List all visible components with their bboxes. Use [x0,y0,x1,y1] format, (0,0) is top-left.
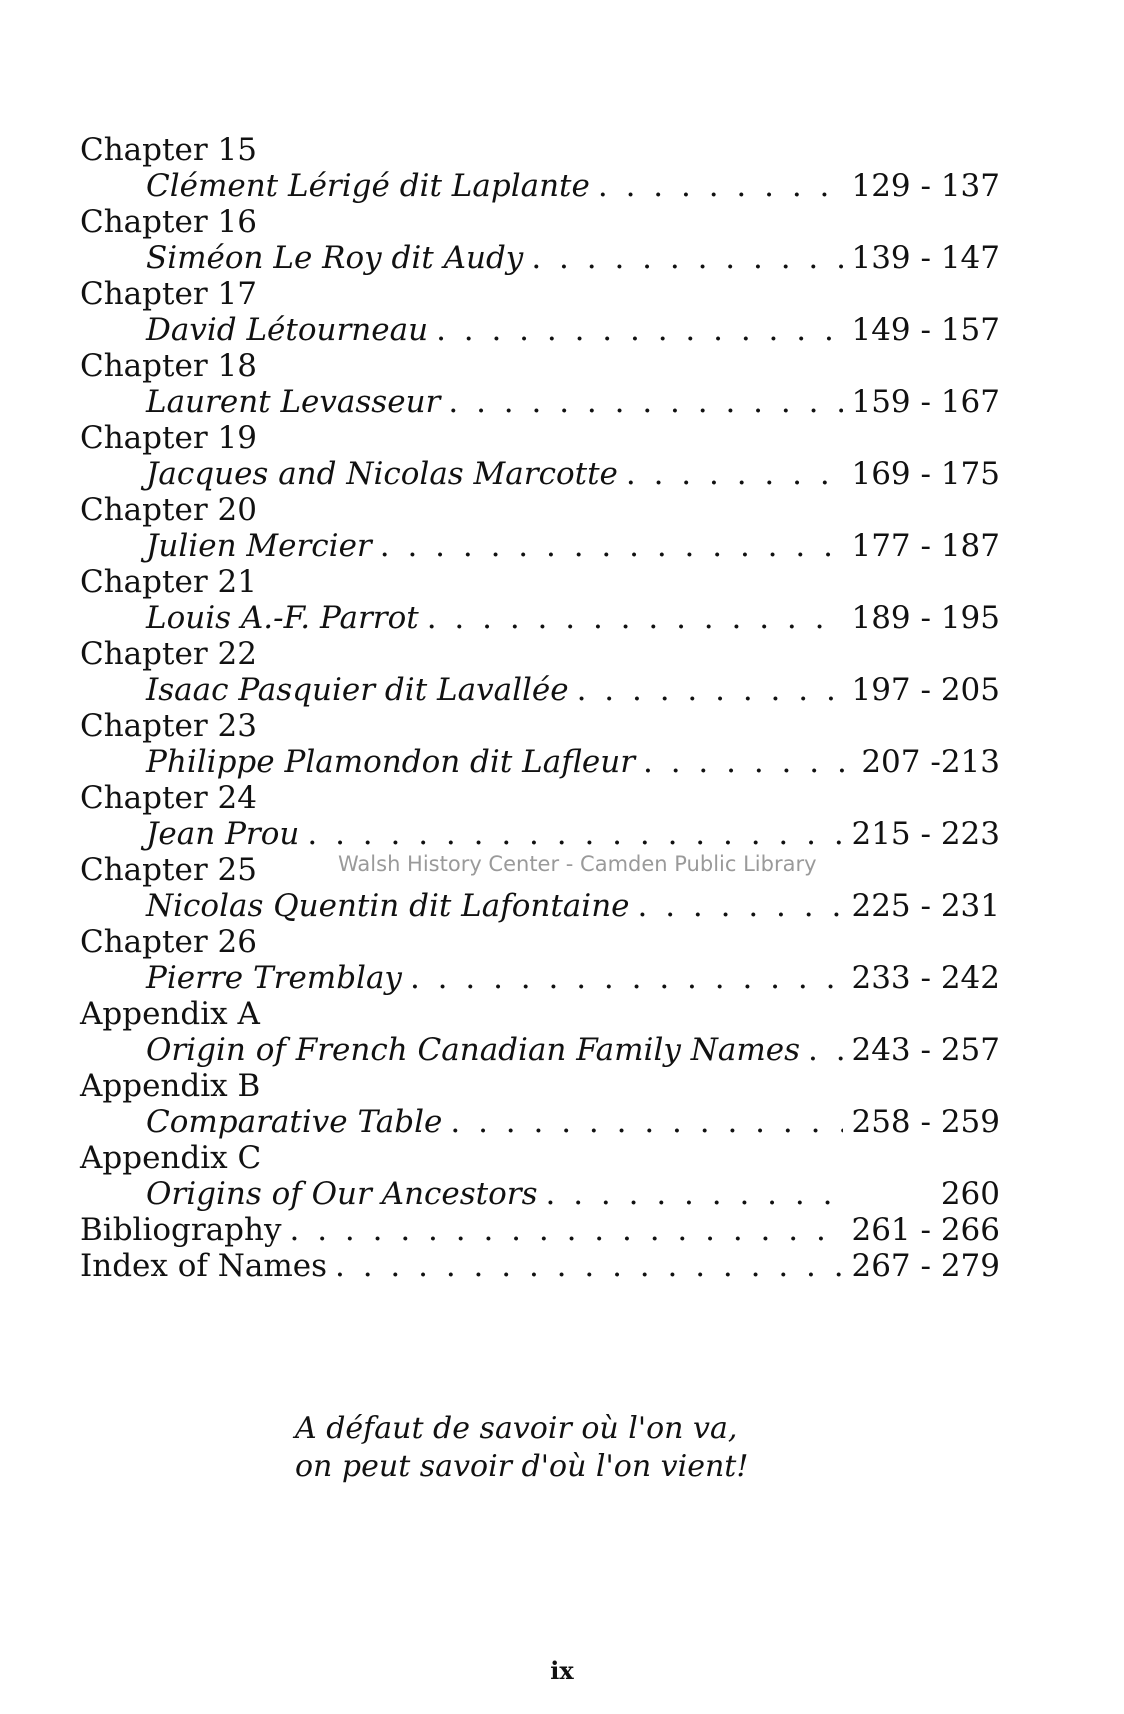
motto-line-2: on peut savoir d'où l'on vient! [295,1449,749,1484]
toc-entry-title: Clément Lérigé dit Laplante [146,168,590,204]
motto-line-1: A défaut de savoir où l'on va, [295,1411,738,1446]
toc-entry-title: Pierre Tremblay [146,960,402,996]
toc-entry [80,672,1000,708]
toc-heading: Appendix B [80,1068,261,1104]
dot-leader [546,1176,845,1212]
dot-leader [335,1248,843,1284]
toc-entry [80,960,1000,996]
toc-entry-pages: 149 - 157 [851,312,1000,348]
toc-entry-pages: 233 - 242 [851,960,1000,996]
toc-entry-title: Siméon Le Roy dit Audy [146,240,524,276]
toc-entry-pages: 159 - 167 [851,384,1000,420]
dot-leader [307,816,843,852]
toc-entry-title: Index of Names [80,1248,327,1284]
toc-entry-pages: 207 -213 [861,744,1000,780]
toc-heading: Chapter 17 [80,276,257,312]
toc-heading: Appendix C [80,1140,262,1176]
toc-entry-title: Philippe Plamondon dit Lafleur [146,744,636,780]
toc-entry [80,600,1000,636]
toc-heading: Chapter 15 [80,132,257,168]
toc-entry-bibliography [80,1212,1000,1248]
toc-heading: Appendix A [80,996,260,1032]
toc-entry-title: David Létourneau [146,312,429,348]
toc-heading: Chapter 24 [80,780,257,816]
toc-entry-title: Comparative Table [146,1104,443,1140]
dot-leader [448,384,843,420]
dot-leader [638,888,844,924]
toc-entry [80,1176,1000,1212]
toc-entry-title: Jean Prou [146,816,300,852]
toc-entry-title: Isaac Pasquier dit Lavallée [146,672,569,708]
toc-entry-title: Origin of French Canadian Family Names [146,1032,800,1068]
toc-heading: Chapter 21 [80,564,257,600]
toc-entry [80,168,1000,204]
dot-leader [577,672,844,708]
dot-leader [643,744,844,780]
toc-entry [80,240,1000,276]
toc-heading: Chapter 23 [80,708,257,744]
table-of-contents [80,132,1000,1284]
toc-heading: Chapter 16 [80,204,257,240]
toc-entry [80,888,1000,924]
dot-leader [436,312,843,348]
toc-entry-pages: 189 - 195 [851,600,1000,636]
toc-entry [80,1032,1000,1068]
toc-entry [80,528,1000,564]
dot-leader [410,960,844,996]
toc-entry-pages: 129 - 137 [851,168,1000,204]
toc-heading: Chapter 19 [80,420,257,456]
toc-entry-pages: 225 - 231 [851,888,1000,924]
toc-heading: Chapter 20 [80,492,257,528]
toc-entry-pages: 215 - 223 [851,816,1000,852]
toc-heading: Chapter 26 [80,924,257,960]
dot-leader [290,1212,844,1248]
toc-entry-pages: 197 - 205 [851,672,1000,708]
toc-entry [80,816,1000,852]
dot-leader [808,1032,843,1068]
motto [295,1410,895,1486]
dot-leader [531,240,843,276]
toc-entry [80,312,1000,348]
toc-entry [80,384,1000,420]
toc-entry-index [80,1248,1000,1284]
toc-entry-pages: 258 - 259 [851,1104,1000,1140]
toc-entry-title: Nicolas Quentin dit Lafontaine [146,888,630,924]
toc-entry-title: Jacques and Nicolas Marcotte [146,456,618,492]
page-number: ix [550,1656,574,1685]
toc-entry [80,744,1000,780]
toc-heading: Chapter 22 [80,636,257,672]
dot-leader [598,168,844,204]
toc-entry-pages: 267 - 279 [851,1248,1000,1284]
toc-entry-pages: 243 - 257 [851,1032,1000,1068]
toc-entry-pages: 261 - 266 [851,1212,1000,1248]
toc-heading: Chapter 25 [80,852,257,888]
toc-entry-title: Bibliography [80,1212,282,1248]
toc-entry-title: Laurent Levasseur [146,384,441,420]
toc-entry-pages: 139 - 147 [851,240,1000,276]
dot-leader [427,600,844,636]
dot-leader [450,1104,843,1140]
toc-entry-pages: 177 - 187 [851,528,1000,564]
dot-leader [380,528,844,564]
watermark: Walsh History Center - Camden Public Library [338,852,817,876]
toc-entry-title: Julien Mercier [146,528,372,564]
toc-entry-pages: 169 - 175 [851,456,1000,492]
toc-entry-title: Origins of Our Ancestors [146,1176,538,1212]
toc-entry [80,456,1000,492]
dot-leader [626,456,844,492]
toc-entry-pages: 260 [940,1176,1000,1212]
toc-heading: Chapter 18 [80,348,257,384]
toc-entry-title: Louis A.-F. Parrot [146,600,419,636]
toc-entry [80,1104,1000,1140]
